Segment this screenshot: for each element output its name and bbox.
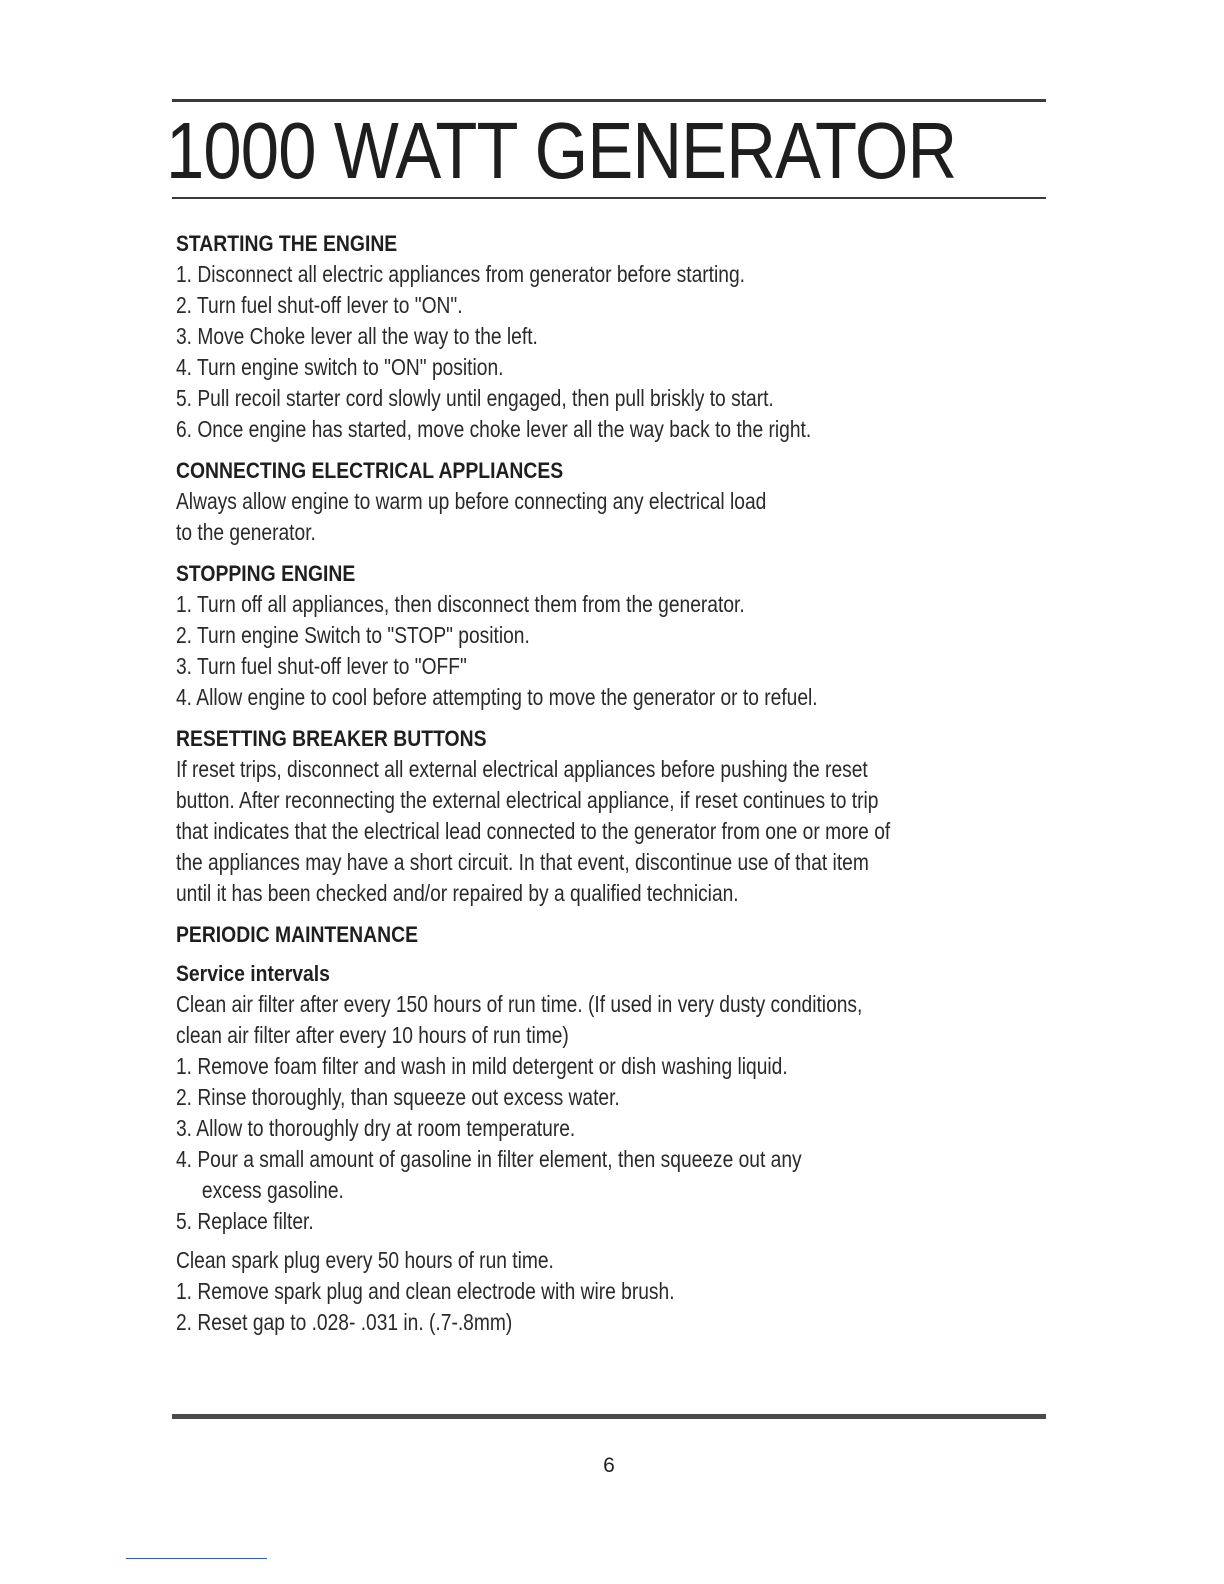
section-heading: STARTING THE ENGINE: [176, 231, 398, 256]
instruction-step: 5. Replace filter.: [176, 1208, 314, 1234]
body-text-line: Clean spark plug every 50 hours of run time.: [176, 1247, 554, 1273]
instruction-step: 2. Reset gap to .028- .031 in. (.7-.8mm): [176, 1309, 513, 1335]
page-number: 6: [603, 1454, 615, 1477]
instruction-step: 3. Turn fuel shut-off lever to "OFF": [176, 653, 467, 679]
body-text-line: to the generator.: [176, 519, 316, 545]
page-title: 1000 WATT GENERATOR: [166, 106, 957, 195]
section-resetting-breaker-buttons: [176, 723, 1046, 909]
manual-page: [166, 0, 1046, 1584]
section-stopping-engine: [176, 558, 1046, 713]
top-rule: [172, 99, 1046, 102]
section-periodic-maintenance: [176, 919, 1046, 1338]
section-heading: STOPPING ENGINE: [176, 561, 356, 586]
body-text-line: If reset trips, disconnect all external electrical appliances before pushing the reset: [176, 756, 868, 782]
section-starting-the-engine: [176, 228, 1046, 445]
body-text-line: clean air filter after every 10 hours of run time): [176, 1022, 569, 1048]
instruction-step: 1. Disconnect all electric appliances from generator before starting.: [176, 261, 745, 287]
section-connecting-electrical-appliances: [176, 455, 1046, 548]
instruction-step: 4. Pour a small amount of gasoline in filter element, then squeeze out any: [176, 1146, 802, 1172]
instruction-step: 1. Remove foam filter and wash in mild detergent or dish washing liquid.: [176, 1053, 788, 1079]
instruction-step: 1. Remove spark plug and clean electrode with wire brush.: [176, 1278, 675, 1304]
instruction-step: 2. Rinse thoroughly, than squeeze out excess water.: [176, 1084, 620, 1110]
body-text-line: that indicates that the electrical lead connected to the generator from one or more of: [176, 818, 891, 844]
body-text-line: Always allow engine to warm up before connecting any electrical load: [176, 488, 767, 514]
body-text-line: the appliances may have a short circuit. In that event, discontinue use of that item: [176, 849, 869, 875]
manual-content: [176, 228, 1046, 1338]
instruction-step: 4. Allow engine to cool before attempting to move the generator or to refuel.: [176, 684, 818, 710]
body-text-line: button. After reconnecting the external electrical appliance, if reset continues to trip: [176, 787, 879, 813]
instruction-step: 2. Turn engine Switch to "STOP" position.: [176, 622, 530, 648]
instruction-step: 5. Pull recoil starter cord slowly until engaged, then pull briskly to start.: [176, 385, 774, 411]
title-underline-rule: [172, 197, 1046, 199]
instruction-step: 6. Once engine has started, move choke lever all the way back to the right.: [176, 416, 812, 442]
section-subheading: Service intervals: [176, 961, 330, 986]
section-heading: CONNECTING ELECTRICAL APPLIANCES: [176, 458, 564, 483]
instruction-step: 2. Turn fuel shut-off lever to "ON".: [176, 292, 463, 318]
instruction-step-continuation: excess gasoline.: [201, 1177, 344, 1203]
body-text-line: Clean air filter after every 150 hours of run time. (If used in very dusty conditions,: [176, 991, 863, 1017]
section-heading: PERIODIC MAINTENANCE: [176, 922, 419, 947]
body-text-line: until it has been checked and/or repaired by a qualified technician.: [176, 880, 739, 906]
instruction-step: 3. Move Choke lever all the way to the left.: [176, 323, 538, 349]
instruction-step: 3. Allow to thoroughly dry at room temperature.: [176, 1115, 576, 1141]
instruction-step: 1. Turn off all appliances, then disconnect them from the generator.: [176, 591, 745, 617]
bottom-rule: [172, 1414, 1046, 1419]
footer-underline: [126, 1558, 267, 1559]
instruction-step: 4. Turn engine switch to "ON" position.: [176, 354, 504, 380]
section-heading: RESETTING BREAKER BUTTONS: [176, 726, 487, 751]
